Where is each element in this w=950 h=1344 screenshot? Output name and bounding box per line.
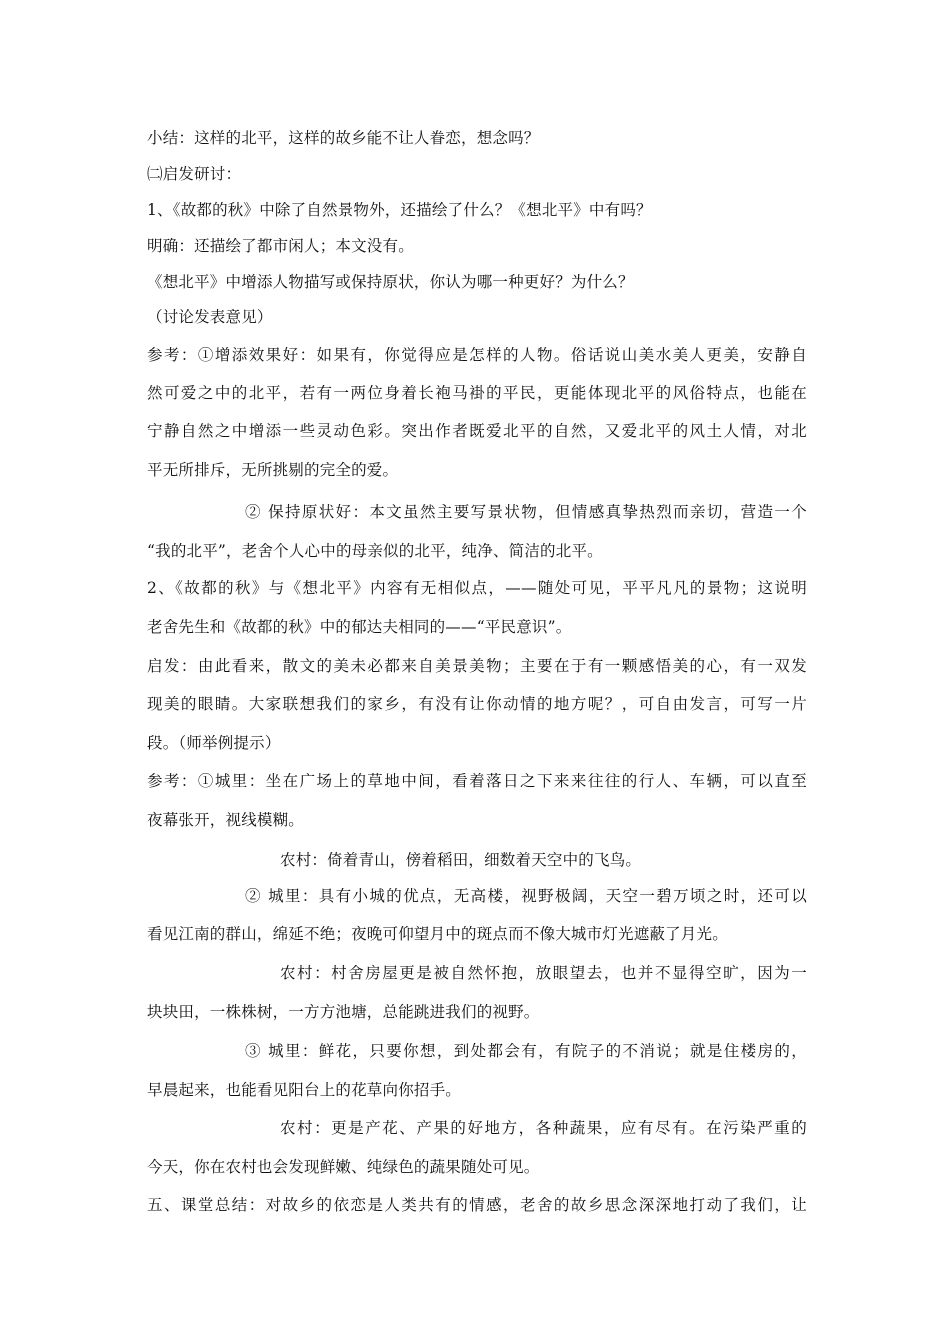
example-2-village-line-1: 农村：村舍房屋更是被自然怀抱，放眼望去，也并不显得空旷，因为一 bbox=[280, 964, 807, 982]
reference-1-line-4: 平无所排斥，无所挑剔的完全的爱。 bbox=[147, 461, 399, 479]
example-1-village: 农村：倚着青山，傍着稻田，细数着天空中的飞鸟。 bbox=[280, 851, 642, 869]
discussion-note: （讨论发表意见） bbox=[147, 308, 273, 326]
reference-2-line-2: “我的北平”，老舍个人心中的母亲似的北平，纯净、简洁的北平。 bbox=[147, 542, 603, 560]
example-2-city-line-1: ② 城里：具有小城的优点，无高楼，视野极阔，天空一碧万顷之时，还可以 bbox=[245, 887, 807, 905]
example-1-city-line-1: 参考：①城里：坐在广场上的草地中间，看着落日之下来来往往的行人、车辆，可以直至 bbox=[147, 772, 807, 790]
answer-1: 明确：还描绘了都市闲人；本文没有。 bbox=[147, 237, 414, 255]
summary-line: 小结：这样的北平，这样的故乡能不让人眷恋，想念吗？ bbox=[147, 129, 540, 147]
inspiration-line-3: 段。（师举例提示） bbox=[147, 734, 281, 752]
example-3-city-line-2: 早晨起来，也能看见阳台上的花草向你招手。 bbox=[147, 1081, 462, 1099]
reference-1-line-1: 参考：①增添效果好：如果有，你觉得应是怎样的人物。俗话说山美水美人更美，安静自 bbox=[147, 346, 807, 364]
inspiration-line-2: 现美的眼睛。大家联想我们的家乡，有没有让你动情的地方呢？，可自由发言，可写一片 bbox=[147, 695, 807, 713]
example-2-village-line-2: 块块田，一株株树，一方方池塘，总能跳进我们的视野。 bbox=[147, 1003, 540, 1021]
reference-1-line-2: 然可爱之中的北平，若有一两位身着长袍马褂的平民，更能体现北平的风俗特点，也能在 bbox=[147, 384, 807, 402]
question-people-description: 《想北平》中增添人物描写或保持原状，你认为哪一种更好？为什么？ bbox=[147, 273, 634, 291]
reference-1-line-3: 宁静自然之中增添一些灵动色彩。突出作者既爱北平的自然，又爱北平的风土人情，对北 bbox=[147, 422, 807, 440]
example-3-city-line-1: ③ 城里：鲜花，只要你想，到处都会有，有院子的不消说；就是住楼房的， bbox=[245, 1042, 807, 1060]
question-2-line-1: 2、《故都的秋》与《想北平》内容有无相似点，——随处可见，平平凡凡的景物；这说明 bbox=[147, 579, 807, 597]
question-1: 1、《故都的秋》中除了自然景物外，还描绘了什么？《想北平》中有吗？ bbox=[147, 201, 652, 219]
example-1-city-line-2: 夜幕张开，视线模糊。 bbox=[147, 811, 305, 829]
inspiration-line-1: 启发：由此看来，散文的美未必都来自美景美物；主要在于有一颗感悟美的心，有一双发 bbox=[147, 657, 807, 675]
example-3-village-line-2: 今天，你在农村也会发现鲜嫩、纯绿色的蔬果随处可见。 bbox=[147, 1158, 540, 1176]
example-3-village-line-1: 农村：更是产花、产果的好地方，各种蔬果，应有尽有。在污染严重的 bbox=[280, 1119, 807, 1137]
question-2-line-2: 老舍先生和《故都的秋》中的郁达夫相同的——“平民意识”。 bbox=[147, 618, 572, 636]
class-summary: 五、课堂总结：对故乡的依恋是人类共有的情感，老舍的故乡思念深深地打动了我们，让 bbox=[147, 1196, 807, 1214]
example-2-city-line-2: 看见江南的群山，绵延不绝；夜晚可仰望月中的斑点而不像大城市灯光遮蔽了月光。 bbox=[147, 925, 728, 943]
reference-2-line-1: ② 保持原状好：本文虽然主要写景状物，但情感真挚热烈而亲切，营造一个 bbox=[245, 503, 807, 521]
section-heading-inquiry: ㈡启发研讨： bbox=[147, 165, 242, 183]
